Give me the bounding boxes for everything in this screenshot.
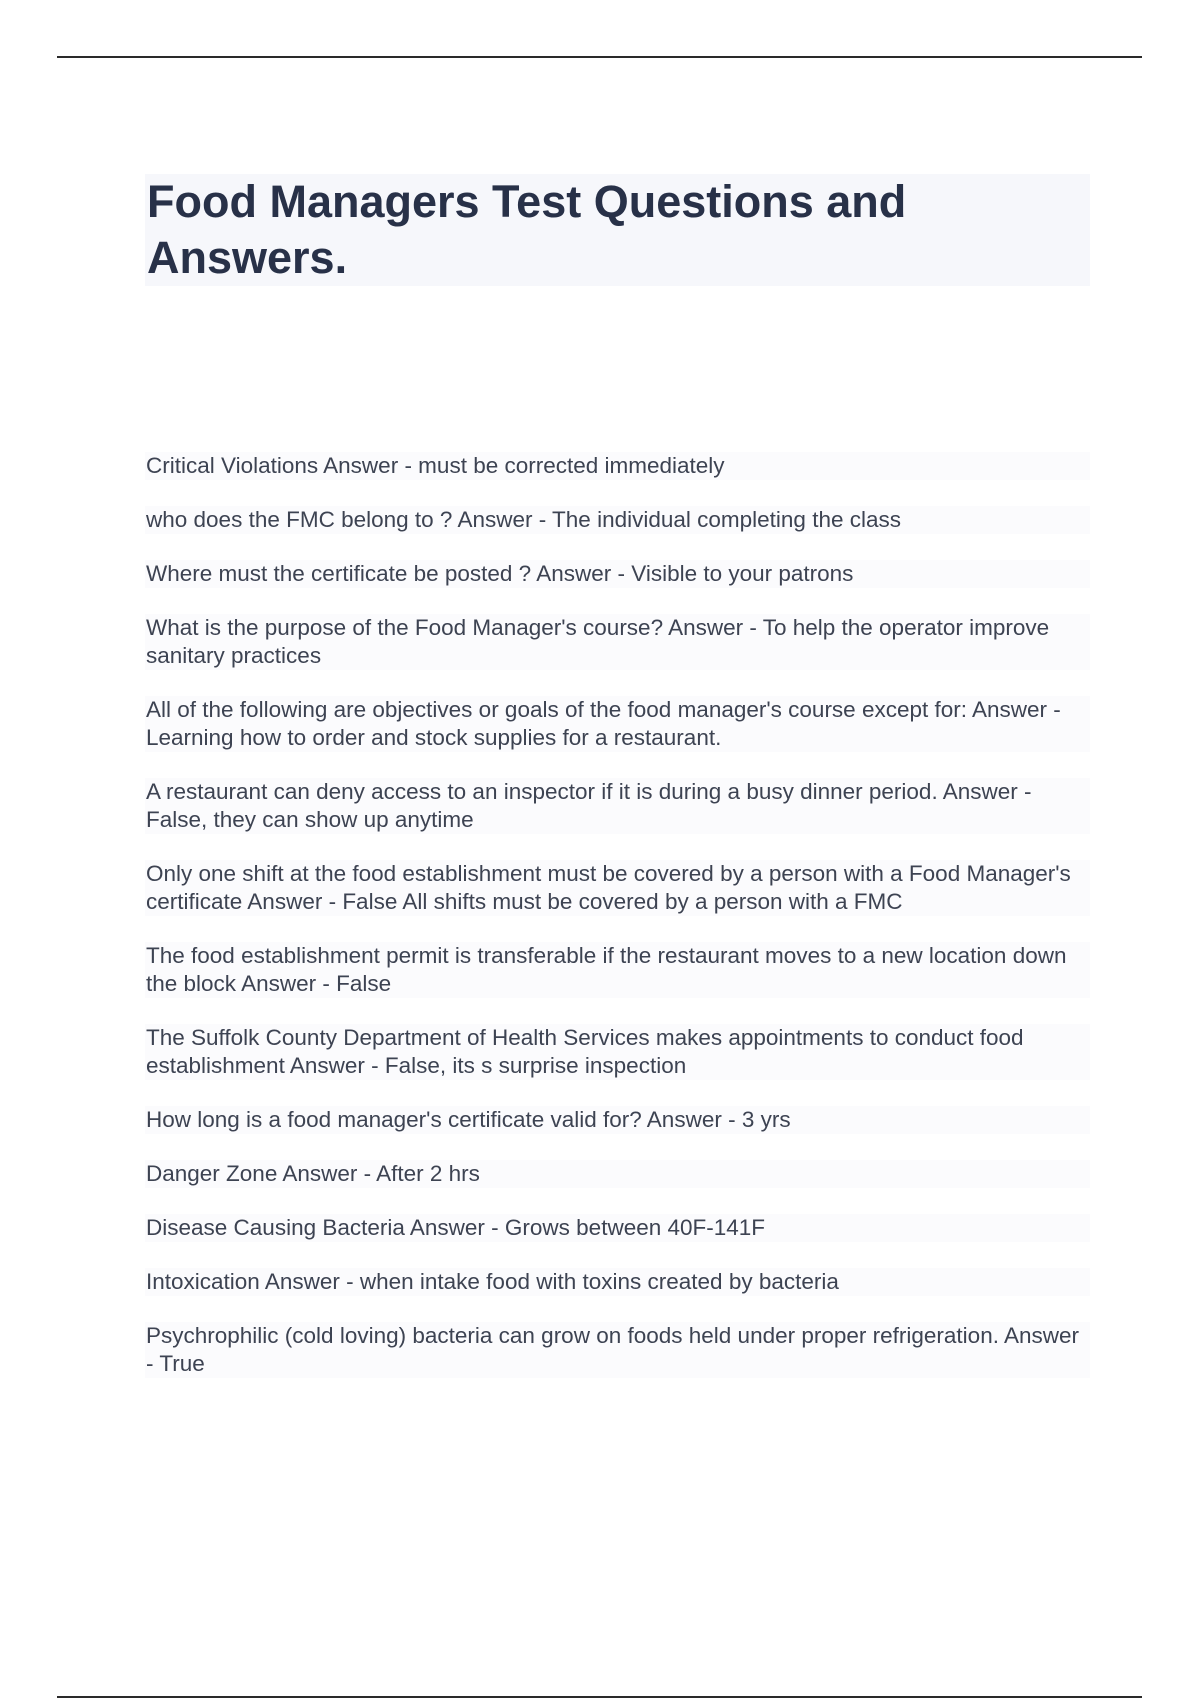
qa-item: who does the FMC belong to ? Answer - The individual completing the class: [145, 506, 1090, 534]
qa-item: Danger Zone Answer - After 2 hrs: [145, 1160, 1090, 1188]
qa-item: The Suffolk County Department of Health Services makes appointments to conduct food establishment Answer - False, its s surprise inspection: [145, 1024, 1090, 1080]
qa-item: Intoxication Answer - when intake food with toxins created by bacteria: [145, 1268, 1090, 1296]
qa-item: All of the following are objectives or goals of the food manager's course except for: Answer - Learning how to order and stock supplies for a restaurant.: [145, 696, 1090, 752]
bottom-rule: [57, 1696, 1142, 1698]
top-rule: [57, 56, 1142, 58]
qa-item: How long is a food manager's certificate valid for? Answer - 3 yrs: [145, 1106, 1090, 1134]
qa-item: Psychrophilic (cold loving) bacteria can grow on foods held under proper refrigeration. Answer - True: [145, 1322, 1090, 1378]
qa-item: Critical Violations Answer - must be corrected immediately: [145, 452, 1090, 480]
page-title: Food Managers Test Questions and Answers.: [147, 176, 907, 283]
title-block: [145, 174, 1090, 286]
qa-item: A restaurant can deny access to an inspector if it is during a busy dinner period. Answer - False, they can show up anytime: [145, 778, 1090, 834]
qa-item: The food establishment permit is transferable if the restaurant moves to a new location down the block Answer - False: [145, 942, 1090, 998]
qa-list: [145, 452, 1090, 1404]
qa-item: Disease Causing Bacteria Answer - Grows between 40F-141F: [145, 1214, 1090, 1242]
qa-item: Only one shift at the food establishment must be covered by a person with a Food Manager's certificate Answer - False All shifts must be covered by a person with a FMC: [145, 860, 1090, 916]
qa-item: Where must the certificate be posted ? Answer - Visible to your patrons: [145, 560, 1090, 588]
qa-item: What is the purpose of the Food Manager's course? Answer - To help the operator improve sanitary practices: [145, 614, 1090, 670]
